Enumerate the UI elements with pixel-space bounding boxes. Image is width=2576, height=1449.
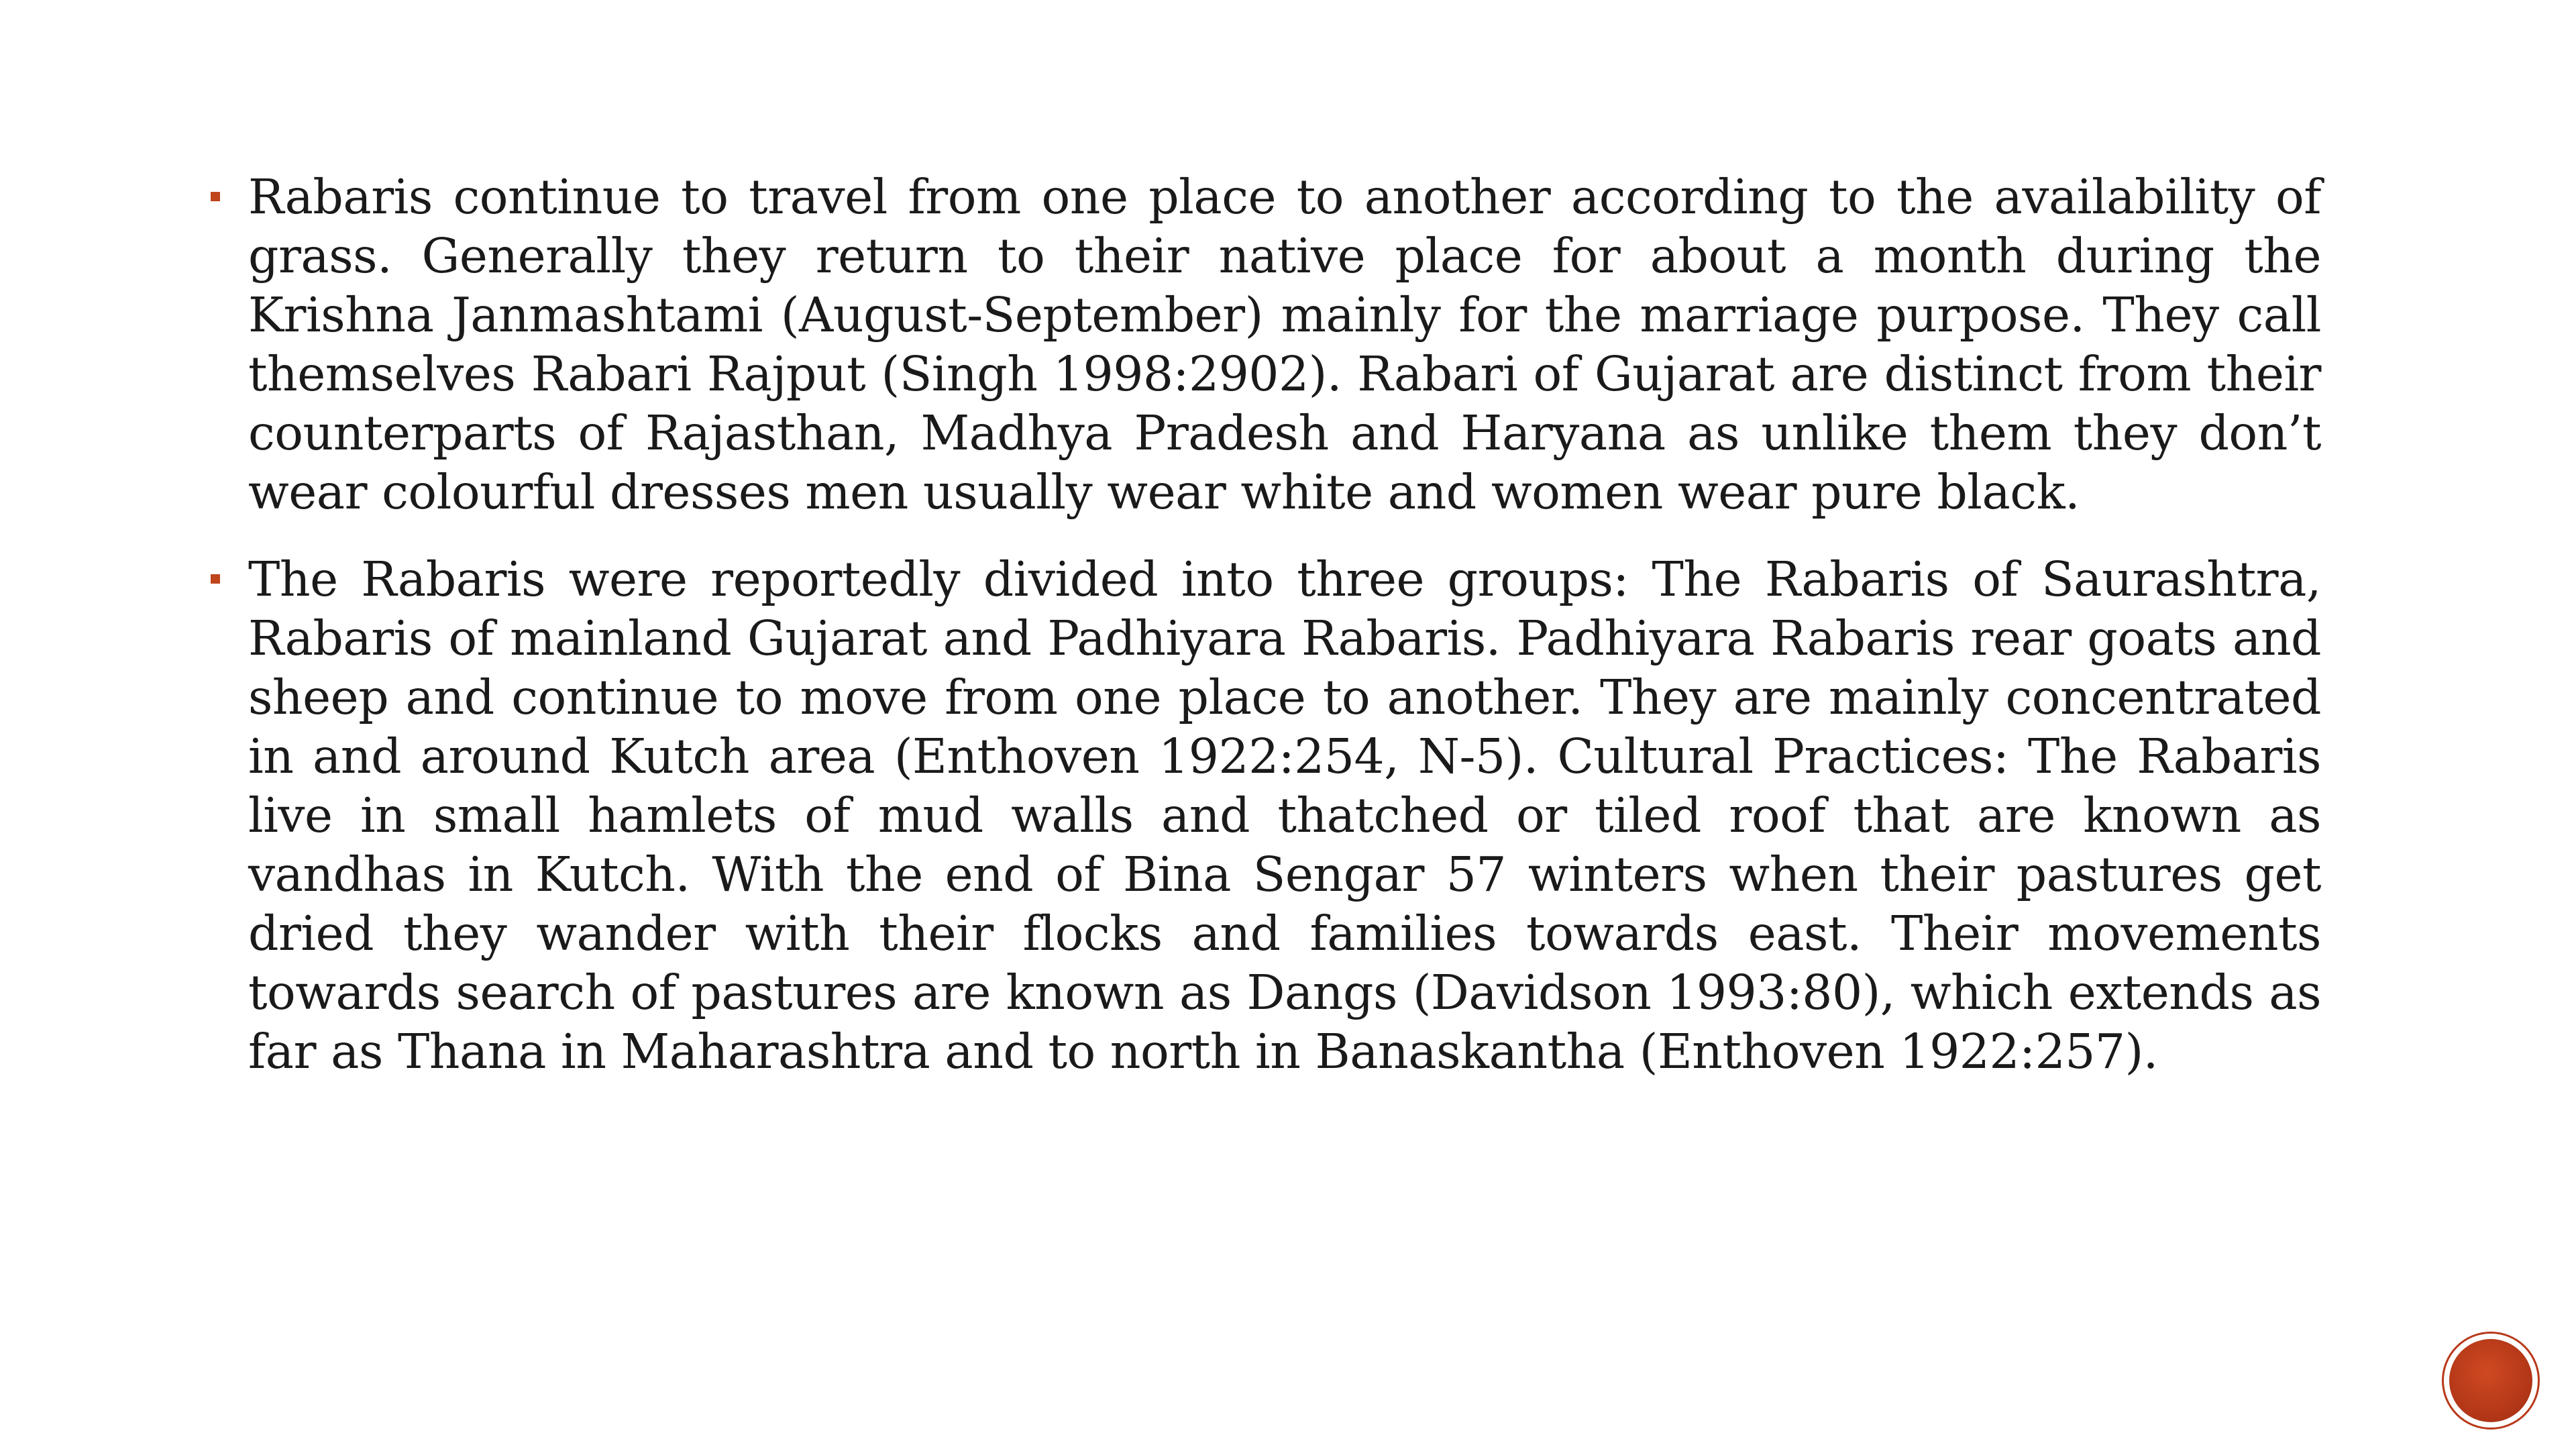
circle-badge-fill [2449, 1339, 2532, 1422]
circle-badge-icon [2442, 1332, 2540, 1430]
bullet-item-1 [208, 168, 2321, 522]
bullet-text-1: Rabaris continue to travel from one place to another according to the availability of grass. Generally they return to their native place for about a month during the Krishna Janmashtami (August-September) mainly for the marriage purpose. They call themselves Rabari Rajput (Singh 1998:2902). Rabari of Gujarat are distinct from their counterparts of Rajasthan, Madhya Pradesh and Haryana as unlike them they don’t wear colourful dresses men usually wear white and women wear pure black. [248, 169, 2321, 520]
bullet-item-2 [208, 550, 2321, 1081]
bullet-list [208, 168, 2321, 1110]
bullet-text-2: The Rabaris were reportedly divided into three groups: The Rabaris of Saurashtra, Rabaris of mainland Gujarat and Padhiyara Rabaris. Padhiyara Rabaris rear goats and sheep and continue to move from one place to another. They are mainly concentrated in and around Kutch area (Enthoven 1922:254, N-5). Cultural Practices: The Rabaris live in small hamlets of mud walls and thatched or tiled roof that are known as vandhas in Kutch. With the end of Bina Sengar 57 winters when their pastures get dried they wander with their flocks and families towards east. Their movements towards search of pastures are known as Dangs (Davidson 1993:80), which extends as far as Thana in Maharashtra and to north in Banaskantha (Enthoven 1922:257). [248, 551, 2321, 1079]
square-bullet-icon [211, 574, 220, 584]
square-bullet-icon [211, 192, 220, 201]
